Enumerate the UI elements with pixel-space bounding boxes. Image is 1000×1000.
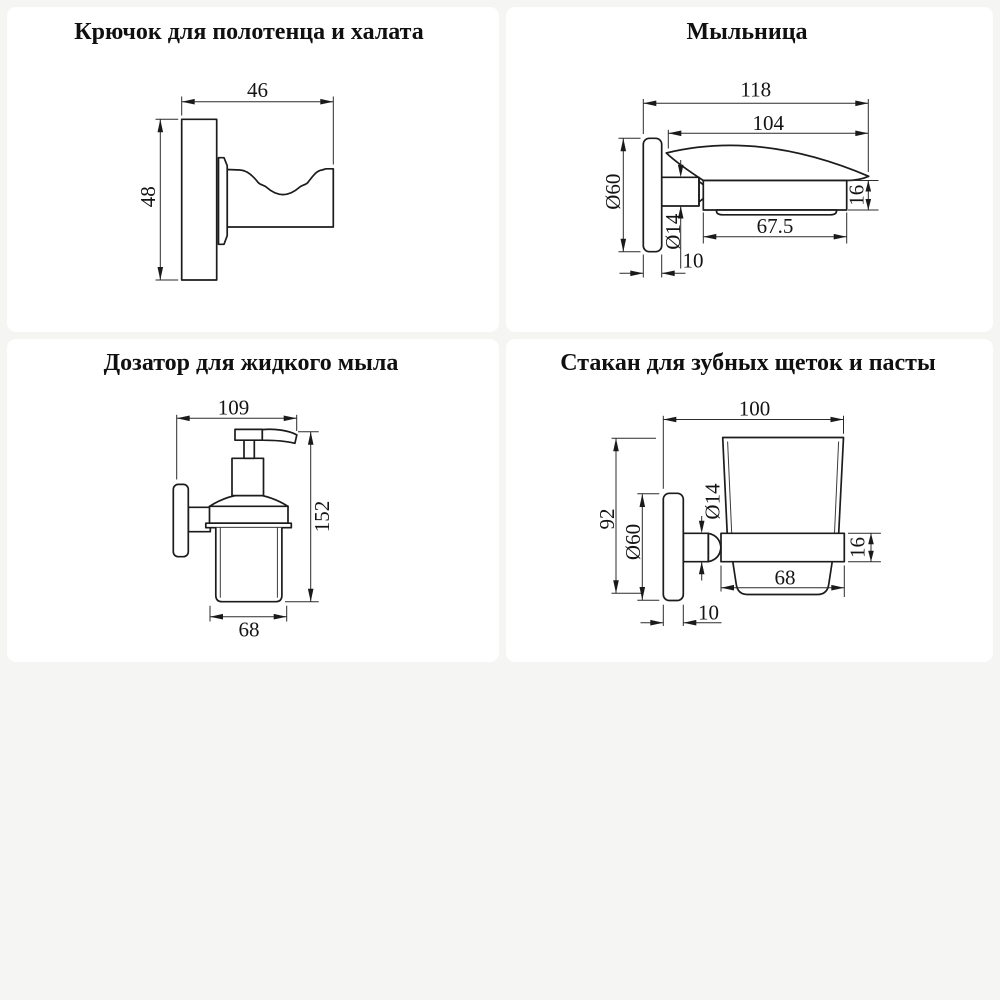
arrowhead [621,138,627,151]
wall-plate [182,119,217,280]
soap-dispenser-drawing [7,339,499,662]
arrowhead [683,620,696,626]
dimension-label: 10 [682,248,704,273]
toothbrush-cup-drawing [506,339,993,662]
arrowhead [320,99,333,105]
arrowhead [613,580,619,593]
arrowhead [158,267,164,280]
dim-holder-length [703,213,846,244]
dim-stem-diameter [661,160,685,269]
dish-tray [703,181,846,211]
arrowhead [182,99,195,105]
arrowhead [662,271,675,277]
panel-soap-dish [506,7,993,332]
arrowhead [703,234,716,240]
arrowhead [668,131,681,137]
dimension-label: 16 [844,184,869,206]
mounting-stem [662,177,699,206]
holder-ring [206,523,291,528]
panel-title: Стакан для зубных щеток и пасты [560,350,936,376]
arrowhead [834,234,847,240]
stem-cap [708,533,721,561]
dimension-label: Ø60 [620,523,645,561]
arrowhead [699,562,705,575]
mounting-stem [683,533,708,561]
hook-drawing [7,7,499,332]
arrowhead [650,620,663,626]
cup-holder [721,533,844,561]
arrowhead [621,239,627,252]
arrowhead [855,131,868,137]
cup-body [663,438,844,601]
pump-nozzle [262,429,297,443]
dim-total-height [595,438,656,593]
mounting-collar [219,158,228,245]
pump-shaft [244,440,254,458]
arrowhead [831,417,844,423]
arrowhead [613,438,619,451]
dim-holder-height [846,533,881,561]
dimension-label: 67.5 [756,214,794,238]
soap-dish-drawing [506,7,993,332]
dimension-label: 152 [310,500,334,533]
arrowhead [663,417,676,423]
panel-toothbrush-cup [506,339,993,662]
dimension-label: 46 [247,78,268,102]
dimension-label: Ø14 [661,213,685,250]
hook-body [182,119,334,280]
dimension-label: 68 [774,565,796,590]
panel-hook [7,7,499,332]
panel-title: Крючок для полотенца и халата [74,19,424,45]
dimension-label: 100 [738,396,771,421]
glass-bottle [216,528,282,602]
dim-plate-diameter [621,494,660,600]
panel-title: Дозатор для жидкого мыла [103,350,399,376]
arrowhead [699,521,705,534]
pump-cap [232,458,264,495]
arrowhead [308,589,314,602]
dimension-label: 109 [217,395,250,420]
arrowhead [308,432,314,445]
arrowhead [630,271,643,277]
wall-plate [643,138,661,251]
panel-soap-dispenser [7,339,499,662]
soap-dish-bowl [666,145,868,180]
arrowhead [678,165,684,178]
dim-plate-diameter [601,138,641,251]
arrowhead [210,614,223,620]
neck-band [210,506,289,523]
dimension-label: Ø60 [601,173,625,210]
arrowhead [855,101,868,107]
arrowhead [640,494,646,507]
arrowhead [284,416,297,422]
dimension-label: 118 [740,77,772,102]
dim-bottle-width [210,606,287,642]
dimension-label: 68 [238,617,260,642]
pump-spout [235,429,262,440]
dim-height [136,119,178,280]
dim-dish-length [668,111,868,149]
panel-title: Мыльница [686,19,808,45]
glass-cup-upper [723,438,844,534]
dim-plate-thickness [641,601,722,627]
dimension-label: 92 [595,508,619,530]
dim-total-height [285,432,334,602]
dimension-label: Ø14 [700,483,725,520]
arrowhead [158,119,164,132]
wall-plate [663,493,683,600]
dim-plate-thickness [620,249,704,278]
hook-arm [227,169,333,227]
dim-holder-height [845,181,879,211]
wall-plate [173,484,188,556]
arrowhead [177,416,190,422]
dimension-label: 104 [752,111,785,135]
dimension-label: 48 [136,186,160,208]
arrowhead [274,614,287,620]
dimension-label: 10 [698,600,719,625]
arrowhead [643,101,656,107]
arrowhead [831,585,844,591]
dispenser-body [173,429,296,601]
arrowhead [721,585,734,591]
dimension-label: 16 [845,537,870,558]
